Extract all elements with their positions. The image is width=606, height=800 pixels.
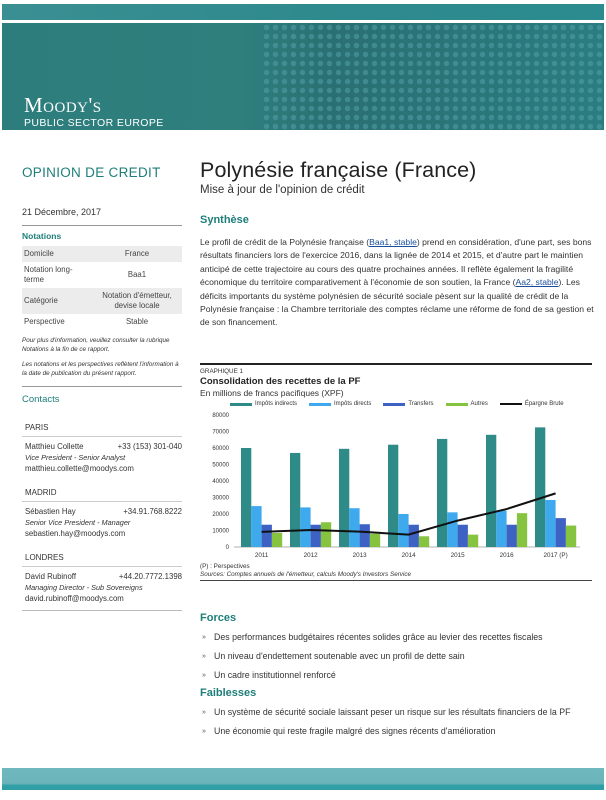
x-tick-label: 2013: [352, 552, 367, 559]
x-tick-label: 2017 (P): [543, 552, 568, 559]
chart-bar: [339, 449, 349, 547]
contact-card: [22, 571, 182, 604]
x-tick-label: 2014: [401, 552, 416, 559]
bullet-icon: »: [202, 728, 206, 735]
bullet-icon: »: [202, 672, 206, 679]
contact-role: Vice President - Senior Analyst: [25, 453, 126, 462]
text-run: ). Les déficits importants du système polynésien de sécurité sociale pèsent sur la qualité de crédit de la Polynésie française : la Chambre territoriale des comptes réclame une réforme de fond de sa gestion et de son financement.: [200, 277, 594, 328]
bullet-text: Un cadre institutionnel renforcé: [214, 670, 336, 680]
ratings-row: [22, 314, 182, 330]
page-title: Polynésie française (France): [200, 158, 477, 182]
y-tick-label: 0: [225, 545, 229, 551]
footer-band: [2, 768, 604, 790]
ratings-heading: Notations: [22, 231, 62, 241]
forces-heading: Forces: [200, 612, 237, 624]
contact-phone[interactable]: +33 (153) 301-040: [117, 442, 182, 451]
chart-bar: [290, 453, 300, 547]
chart-top-rule: [200, 363, 592, 365]
legend-swatch: [500, 403, 522, 405]
chart-bar: [370, 534, 380, 547]
chart-bar: [360, 524, 370, 547]
header-top-band: [2, 4, 604, 20]
bullet-text: Une économie qui reste fragile malgré des signes récents d'amélioration: [214, 726, 496, 736]
office-city: PARIS: [22, 423, 182, 437]
moodys-logo: [24, 95, 164, 129]
legend-item: [500, 401, 564, 407]
revenue-bar-chart: [200, 407, 592, 562]
chart-legend: [230, 401, 592, 407]
faiblesses-heading: Faiblesses: [200, 687, 257, 699]
divider: [22, 386, 182, 387]
legend-item: [383, 401, 433, 407]
contact-name: Matthieu Collette: [25, 442, 84, 451]
y-tick-label: 40000: [212, 479, 229, 485]
forces-item: [200, 632, 600, 643]
main-content: [200, 158, 600, 330]
rating-value: Stable: [125, 317, 149, 326]
chart-bar: [447, 512, 457, 547]
legend-swatch: [446, 403, 468, 406]
y-tick-label: 50000: [212, 462, 229, 469]
legend-label: Épargne Brute: [524, 401, 564, 407]
legend-item: [230, 401, 297, 407]
chart-bar: [321, 522, 331, 547]
chart-bar: [458, 525, 468, 547]
ratings-note: Pour plus d'information, veuillez consulter la rubrique Notations à la fin de ce rapport.: [22, 337, 170, 353]
office-city: LONDRES: [22, 553, 182, 567]
rating-label: Catégorie: [22, 288, 92, 314]
contact-phone[interactable]: +44.20.7772.1398: [118, 572, 182, 581]
sidebar: [22, 165, 182, 611]
forces-item: [200, 651, 600, 662]
contact-email[interactable]: sebastien.hay@moodys.com: [25, 529, 126, 538]
legend-swatch: [309, 403, 331, 406]
contact-role: Managing Director - Sub Sovereigns: [25, 583, 143, 592]
report-date: 21 Décembre, 2017: [22, 207, 102, 217]
chart-bar: [419, 536, 429, 547]
chart-bar: [437, 439, 447, 547]
logo-brand: Moody's: [24, 93, 102, 117]
contact-card: [22, 506, 182, 539]
chart-bar: [468, 535, 478, 547]
chart-bar: [398, 514, 408, 547]
chart-bar: [311, 525, 321, 547]
faiblesses-item: [200, 707, 600, 718]
forces-item: [200, 670, 600, 681]
y-tick-label: 30000: [212, 495, 229, 502]
ratings-row: [22, 262, 182, 288]
y-tick-label: 10000: [212, 528, 229, 535]
office-city: MADRID: [22, 488, 182, 502]
legend-item: [309, 401, 371, 407]
x-tick-label: 2011: [254, 552, 269, 559]
x-tick-label: 2015: [450, 552, 465, 559]
rating-link-pf[interactable]: Baa1, stable: [369, 237, 417, 247]
rating-label: Notation long-terme: [24, 265, 73, 284]
chart-bar: [251, 506, 261, 547]
y-tick-label: 20000: [212, 512, 229, 518]
bullet-text: Un niveau d'endettement soutenable avec un profil de dette sain: [214, 651, 465, 661]
chart-bar: [262, 525, 272, 547]
chart-bar: [556, 518, 566, 547]
legend-label: Autres: [470, 401, 488, 407]
chart-sources: Sources: Comptes annuels de l'émetteur, calculs Moody's Investors Service: [200, 571, 592, 581]
chart-bar: [545, 500, 555, 547]
report-type: OPINION DE CREDIT: [22, 165, 161, 180]
legend-swatch: [230, 403, 252, 406]
contacts-heading: Contacts: [22, 394, 60, 405]
y-tick-label: 80000: [212, 413, 229, 419]
logo-division: PUBLIC SECTOR EUROPE: [24, 117, 164, 129]
chart-subtitle: En millions de francs pacifiques (XPF): [200, 388, 344, 398]
ratings-row: [22, 288, 182, 314]
header-dot-pattern: [262, 23, 604, 130]
faiblesses-item: [200, 726, 600, 737]
page-subtitle: Mise à jour de l'opinion de crédit: [200, 184, 365, 196]
synthese-heading: Synthèse: [200, 214, 249, 226]
legend-label: Transfers: [408, 401, 434, 407]
ratings-row: [22, 246, 182, 262]
text-run: ) prend en considération, d'une part, ses bons résultats financiers lors de l'exercice 2016, dans la lignée de 2014 et 2015, et d'autre part le maintien anticipé de cette trajectoire au cours des quatre prochaines années. Il reflète également la fragilité économique du territoire comparativement à l'économie de son soutien, la France (: [200, 237, 592, 288]
rating-value: Notation d'émetteur, devise locale: [92, 288, 182, 314]
chart-bar: [507, 525, 517, 547]
y-tick-label: 70000: [212, 429, 229, 436]
rating-value: France: [92, 246, 182, 262]
chart-exhibit: [200, 363, 592, 581]
chart-bar: [566, 526, 576, 547]
chart-title: Consolidation des recettes de la PF: [200, 376, 361, 387]
contact-phone[interactable]: +34.91.768.8222: [123, 507, 182, 516]
chart-bar: [409, 525, 419, 547]
rating-link-france[interactable]: Aa2, stable: [515, 277, 559, 288]
ratings-table: [22, 246, 182, 330]
chart-bar: [349, 508, 359, 547]
contact-name: David Rubinoff: [25, 572, 76, 581]
text-run: Le profil de crédit de la Polynésie française (: [200, 237, 370, 247]
contact-name: Sébastien Hay: [25, 507, 76, 516]
x-tick-label: 2012: [303, 552, 318, 559]
legend-label: Impôts indirects: [255, 401, 298, 407]
chart-bar: [486, 435, 496, 547]
legend-swatch: [383, 403, 405, 406]
chart-bar: [300, 507, 310, 547]
chart-bar: [496, 511, 506, 547]
chart-bar: [517, 513, 527, 547]
chart-label: GRAPHIQUE 1: [200, 368, 244, 375]
bullet-icon: »: [202, 709, 206, 716]
contact-email[interactable]: matthieu.collette@moodys.com: [25, 464, 134, 473]
chart-bar: [388, 445, 398, 547]
synthese-paragraph: [200, 236, 605, 330]
ratings-disclaimer: Les notations et les perspectives reflètent l'information à la date de publication du présent rapport.: [22, 361, 179, 377]
divider: [22, 610, 182, 611]
rating-label: Perspective: [24, 317, 65, 326]
contact-email[interactable]: david.rubinoff@moodys.com: [25, 594, 124, 603]
header-banner: [2, 23, 604, 130]
chart-bar: [241, 448, 251, 547]
contact-card: [22, 441, 182, 474]
chart-bar: [272, 533, 282, 547]
y-tick-label: 60000: [212, 446, 229, 452]
bullet-text: Un système de sécurité sociale laissant peser un risque sur les résultats financiers de la PF: [214, 707, 571, 717]
x-tick-label: 2016: [499, 552, 514, 559]
rating-label: Domicile: [22, 246, 92, 262]
contact-role: Senior Vice President - Manager: [25, 518, 131, 527]
chart-bar: [535, 427, 545, 547]
legend-item: [446, 401, 488, 407]
legend-label: Impôts directs: [334, 401, 372, 407]
bullet-text: Des performances budgétaires récentes solides grâce au levier des recettes fiscales: [214, 632, 543, 642]
strengths-weaknesses: [200, 612, 600, 737]
bullet-icon: »: [202, 653, 206, 660]
divider: [22, 225, 182, 226]
bullet-icon: »: [202, 634, 206, 641]
chart-footnote: (P) : Perspectives: [200, 563, 250, 570]
rating-value: Baa1: [127, 270, 147, 279]
